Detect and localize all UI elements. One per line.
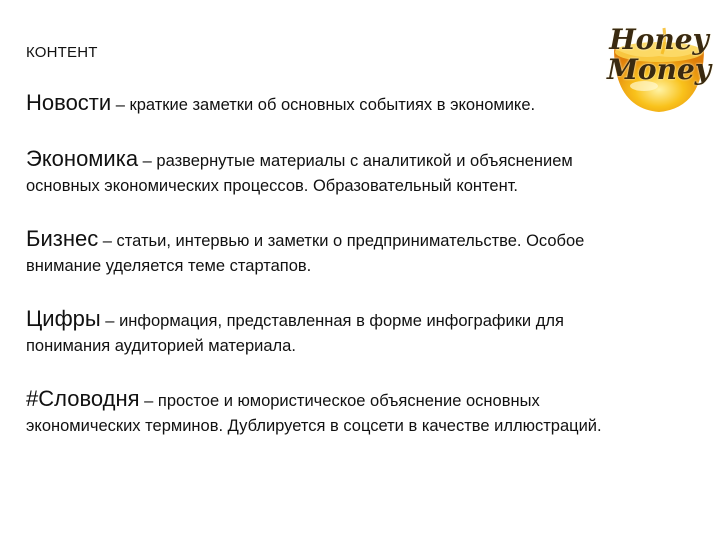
entry-description-line2: внимание уделяется теме стартапов. <box>26 257 312 275</box>
entry-description-line2: основных экономических процессов. Образовательный контент. <box>26 177 519 195</box>
entry-description-line2: экономических терминов. Дублируется в соцсети в качестве иллюстраций. <box>26 417 602 435</box>
entry-term: Цифры <box>26 306 101 331</box>
entry-term: Бизнес <box>26 226 99 251</box>
entry-description-line1: – простое и юмористическое объяснение основных <box>139 392 540 410</box>
entry-term: Экономика <box>26 146 139 171</box>
entry-description-line1: – статьи, интервью и заметки о предпринимательстве. Особое <box>98 232 585 250</box>
logo-text-honey: Honey <box>609 23 709 56</box>
honey-money-logo <box>604 8 714 118</box>
entry-description-line1: – краткие заметки об основных событиях в экономике. <box>111 96 536 114</box>
entry-term: #Словодня <box>26 386 140 411</box>
logo-text-money: Money <box>606 53 712 86</box>
entry-description-line1: – развернутые материалы с аналитикой и объяснением <box>138 152 573 170</box>
entry-description-line2: понимания аудиторией материала. <box>26 337 296 355</box>
entry-description-line1: – информация, представленная в форме инфографики для <box>100 312 564 330</box>
page-heading: КОНТЕНТ <box>26 44 98 61</box>
entry-term: Новости <box>26 90 112 115</box>
